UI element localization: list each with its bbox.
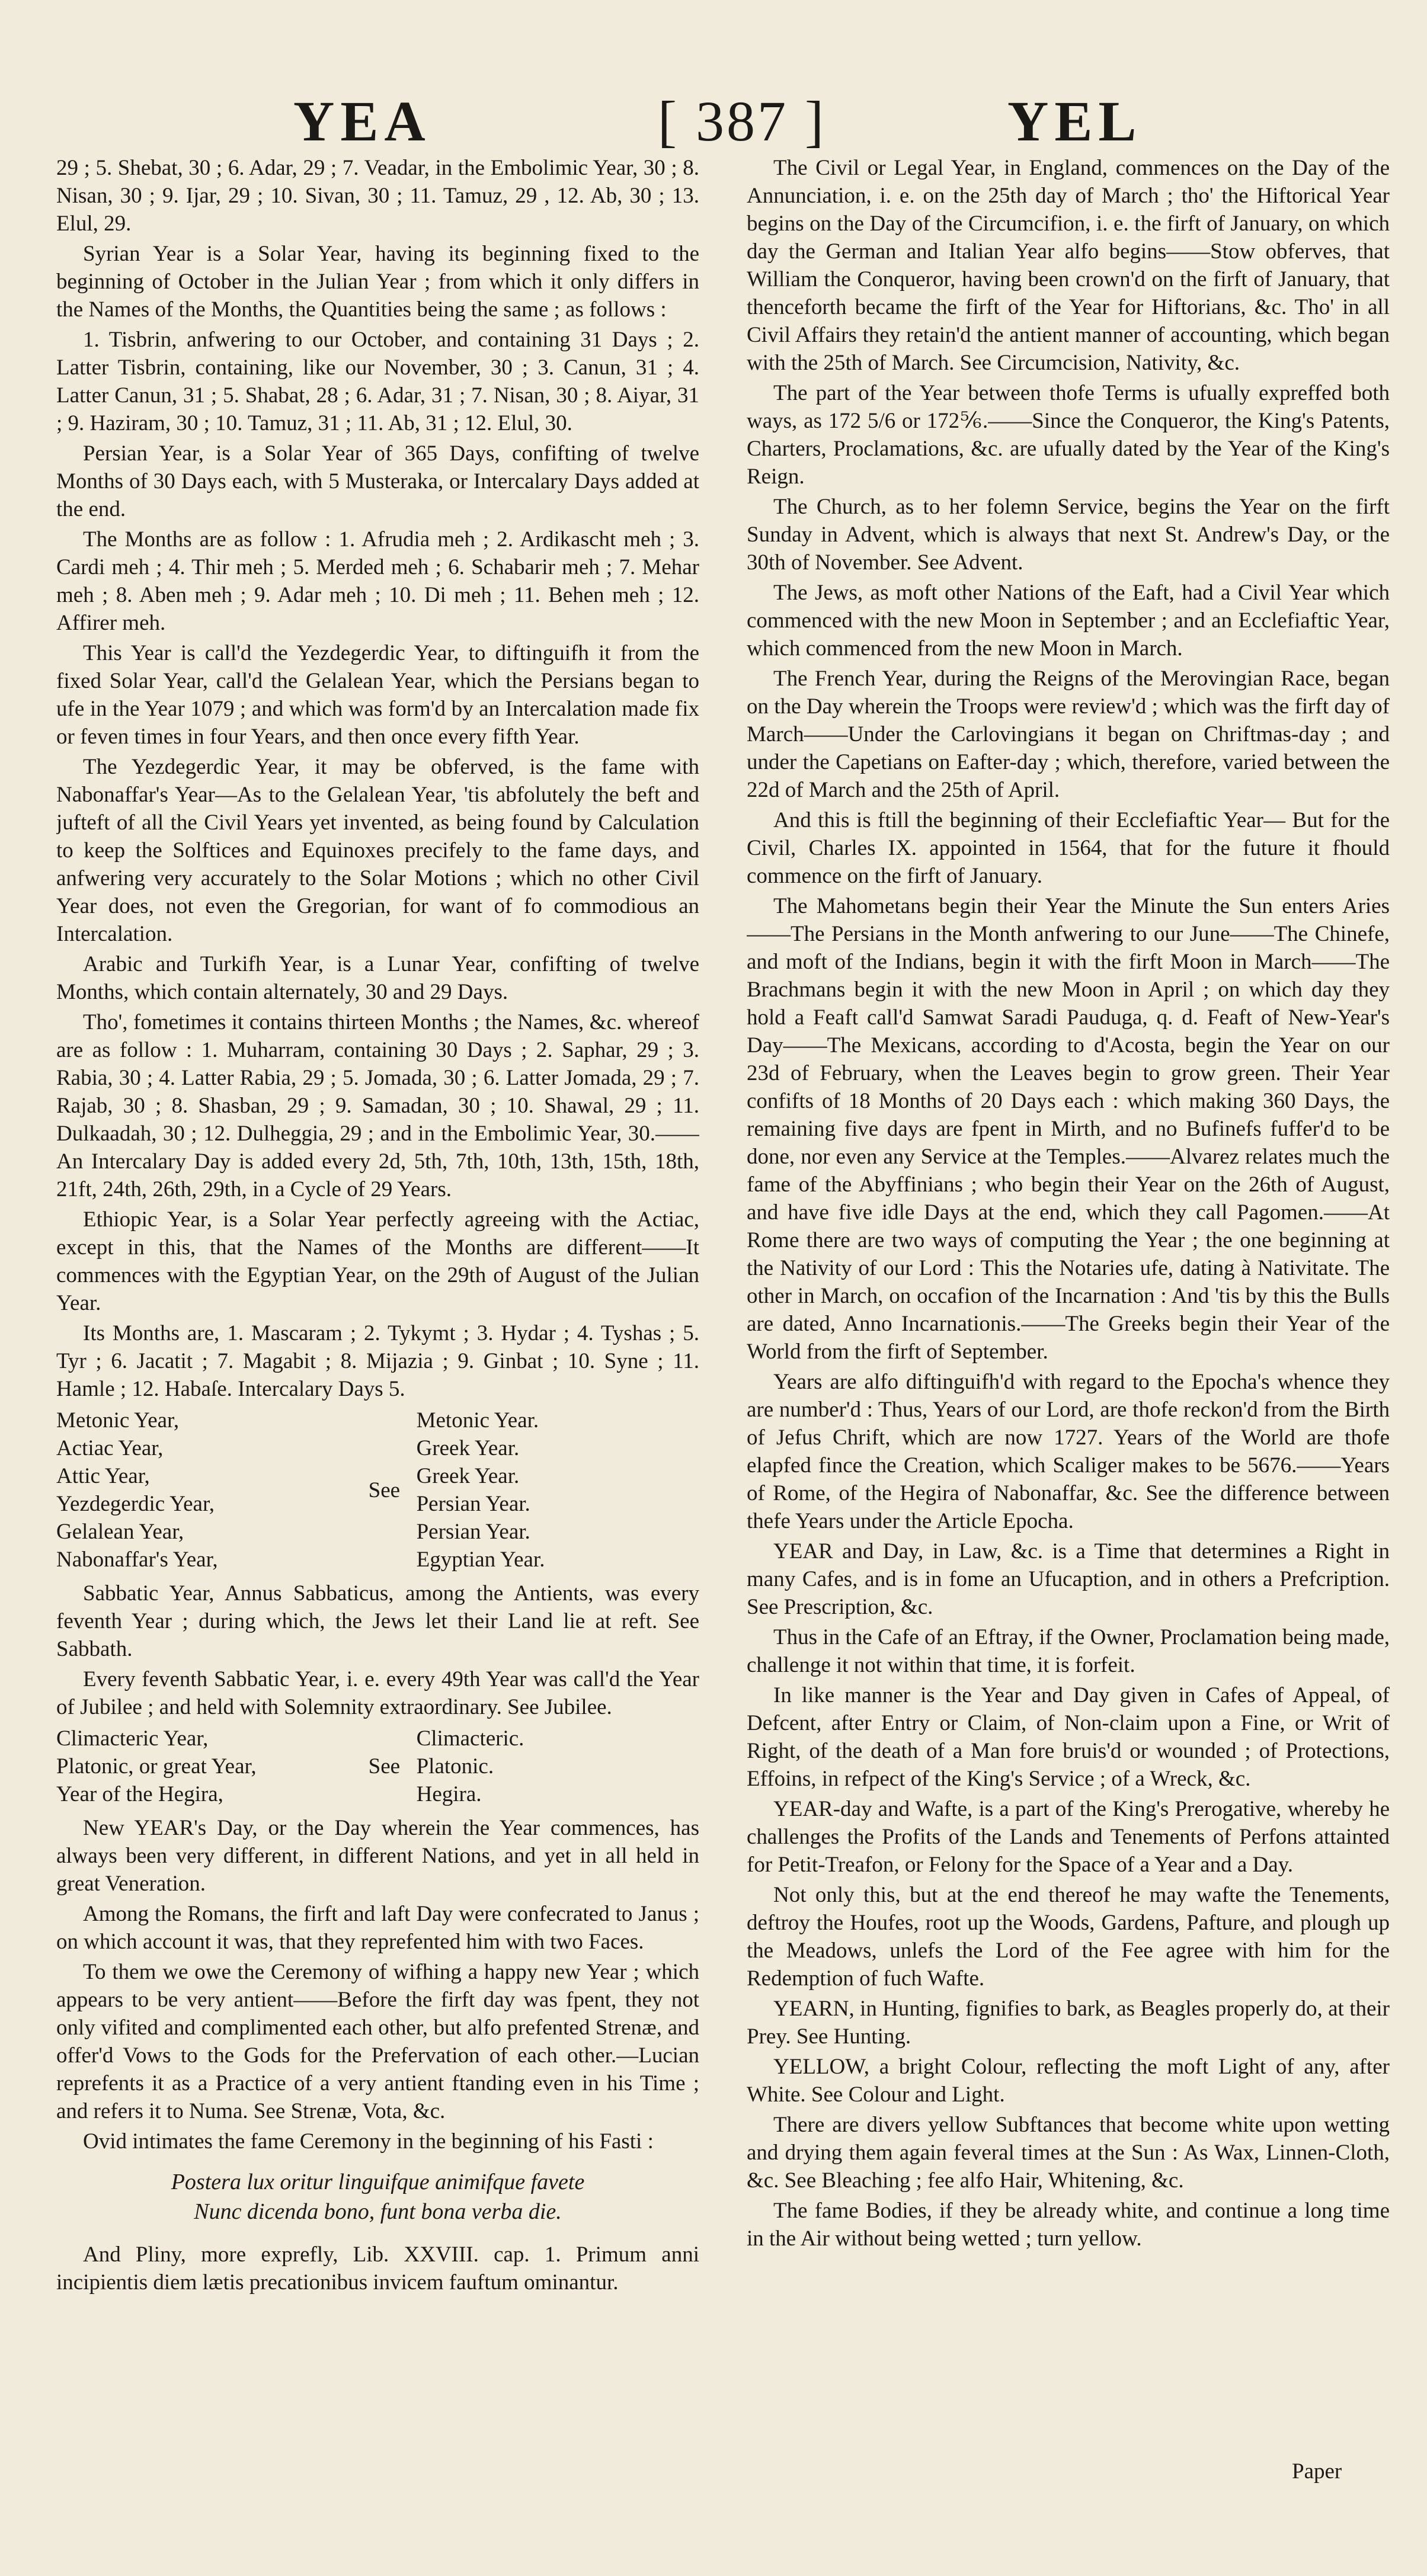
paragraph: Every feventh Sabbatic Year, i. e. every 49th Year was call'd the Year of Jubilee ; and held with Solemnity extraordinary. See Jubilee. bbox=[56, 1667, 699, 1719]
paragraph: Not only this, but at the end thereof he may wafte the Tenements, deftroy the Houfes, root up the Woods, Gardens, Pafture, and plough up the Meadows, unlefs the Lord of the Fee agree with him for the Redemption of fuch Wafte. bbox=[747, 1883, 1390, 1991]
running-head-right: YEL bbox=[1007, 89, 1143, 153]
paragraph: Arabic and Turkifh Year, is a Lunar Year, confifting of twelve Months, which contain alternately, 30 and 29 Days. bbox=[56, 952, 699, 1004]
list-right bbox=[417, 1406, 699, 1574]
paragraph: The Civil or Legal Year, in England, commences on the Day of the Annunciation, i. e. on the 25th day of March ; tho' the Hiftorical Year begins on the Day of the Circumcifion, i. e. the firft of January, on which day the German and Italian Year alfo begins——Stow obferves, that William the Conqueror, having been crown'd on the firft of January, that thenceforth became the firft of the Year for Hiftorians, &c. Tho' in all Civil Affairs they retain'd the antient manner of accounting, which began with the 25th of March. See Circumcision, Nativity, &c. bbox=[747, 156, 1390, 375]
paragraph: The part of the Year between thofe Terms is ufually expreffed both ways, as 172 5/6 or 172⅚.——Since the Conqueror, the King's Patents, Charters, Proclamations, &c. are ufually dated by the Year of the King's Reign. bbox=[747, 381, 1390, 489]
cross-reference-list bbox=[56, 1406, 699, 1574]
right-column bbox=[747, 154, 1390, 2521]
quote-line: Postera lux oritur linguifque animifque favete bbox=[171, 2170, 585, 2194]
list-item: Actiac Year, bbox=[56, 1436, 164, 1460]
paragraph: Tho', fometimes it contains thirteen Months ; the Names, &c. whereof are as follow : 1. Muharram, containing 30 Days ; 2. Saphar, 29 ; 3. Rabia, 30 ; 4. Latter Rabia, 29 ; 5. Jomada, 30 ; 6. Latter Jomada, 29 ; 7. Rajab, 30 ; 8. Shasban, 29 ; 9. Samadan, 30 ; 10. Shawal, 29 ; 11. Dulkaadah, 30 ; 12. Dulheggia, 29 ; and in the Embolimic Year, 30.——An Intercalary Day is added every 2d, 5th, 7th, 10th, 13th, 15th, 18th, 21ft, 24th, 26th, 29th, in a Cycle of 29 Years. bbox=[56, 1010, 699, 1202]
paragraph: The Months are as follow : 1. Afrudia meh ; 2. Ardikascht meh ; 3. Cardi meh ; 4. Thir meh ; 5. Merded meh ; 6. Schabarir meh ; 7. Mehar meh ; 8. Aben meh ; 9. Adar meh ; 10. Di meh ; 11. Behen meh ; 12. Affirer meh. bbox=[56, 527, 699, 635]
list-item: Gelalean Year, bbox=[56, 1520, 184, 1544]
paragraph: Its Months are, 1. Mascaram ; 2. Tykymt ; 3. Hydar ; 4. Tyshas ; 5. Tyr ; 6. Jacatit ; 7. Magabit ; 8. Mijazia ; 9. Ginbat ; 10. Syne ; 11. Hamle ; 12. Habaſe. Intercalary Days 5. bbox=[56, 1321, 699, 1401]
paragraph: YEAR-day and Wafte, is a part of the King's Prerogative, whereby he challenges the Profits of the Lands and Tenements of Perfons attainted for Petit-Treafon, or Felony for the Space of a Year and a Day. bbox=[747, 1797, 1390, 1877]
paragraph: The Jews, as moft other Nations of the Eaft, had a Civil Year which commenced with the new Moon in September ; and an Ecclefiaftic Year, which commenced from the new Moon in March. bbox=[747, 581, 1390, 661]
paragraph: YEAR and Day, in Law, &c. is a Time that determines a Right in many Cafes, and is in fome an Ufucaption, and in others a Prefcription. See Prescription, &c. bbox=[747, 1539, 1390, 1619]
paragraph: 1. Tisbrin, anfwering to our October, and containing 31 Days ; 2. Latter Tisbrin, containing, like our November, 30 ; 3. Canun, 31 ; 4. Latter Canun, 31 ; 5. Shabat, 28 ; 6. Adar, 31 ; 7. Nisan, 30 ; 8. Aiyar, 31 ; 9. Haziram, 30 ; 10. Tamuz, 31 ; 11. Ab, 31 ; 12. Elul, 30. bbox=[56, 328, 699, 435]
list-item: Yezdegerdic Year, bbox=[56, 1492, 215, 1516]
paragraph: 29 ; 5. Shebat, 30 ; 6. Adar, 29 ; 7. Veadar, in the Embolimic Year, 30 ; 8. Nisan, 30 ; 9. Ijar, 29 ; 10. Sivan, 30 ; 11. Tamuz, 29 , 12. Ab, 30 ; 13. Elul, 29. bbox=[56, 156, 699, 236]
list-item: Climacteric. bbox=[416, 1726, 524, 1751]
see-brace bbox=[352, 1476, 417, 1504]
paragraph: There are divers yellow Subftances that become white upon wetting and drying them again feveral times at the Sun : As Wax, Linnen-Cloth, &c. See Bleaching ; fee alfo Hair, Whitening, &c. bbox=[747, 2113, 1390, 2193]
paragraph: In like manner is the Year and Day given in Cafes of Appeal, of Defcent, after Entry or Claim, of Non-claim upon a Fine, or Writ of Right, of the death of a Man fore bruis'd or wounded ; of Protections, Effoins, in refpect of the King's Service ; of a Wreck, &c. bbox=[747, 1683, 1390, 1791]
paragraph: And Pliny, more exprefly, Lib. XXVIII. cap. 1. Primum anni incipientis diem lætis precationibus invicem fauftum ominantur. bbox=[56, 2242, 699, 2295]
list-item: Nabonaffar's Year, bbox=[56, 1547, 218, 1572]
catchword: Paper bbox=[1292, 2459, 1342, 2484]
paragraph: The French Year, during the Reigns of the Merovingian Race, began on the Day wherein the Troops were review'd ; which was the firft day of March——Under the Carlovingians it began on Chriftmas-day ; and under the Capetians on Eafter-day ; which, therefore, varied between the 22d of March and the 25th of April. bbox=[747, 667, 1390, 802]
list-item: Metonic Year, bbox=[56, 1408, 180, 1433]
paragraph: And this is ftill the beginning of their Ecclefiaftic Year— But for the Civil, Charles IX. appointed in 1564, that for the future it fhould commence on the firft of January. bbox=[747, 808, 1390, 888]
see-label: See bbox=[368, 1478, 401, 1502]
paragraph: To them we owe the Ceremony of wifhing a happy new Year ; which appears to be very antient——Before the firft day was fpent, they not only vifited and complimented each other, but alfo prefented Strenæ, and offer'd Vows to the Gods for the Prefervation of each other.—Lucian reprefents it as a Practice of a very antient ftanding even in his Time ; and refers it to Numa. See Strenæ, Vota, &c. bbox=[56, 1960, 699, 2123]
cross-reference-list-2 bbox=[56, 1725, 699, 1808]
list-item: Egyptian Year. bbox=[416, 1547, 545, 1572]
paragraph: Syrian Year is a Solar Year, having its beginning fixed to the beginning of October in the Julian Year ; from which it only differs in the Names of the Months, the Quantities being the same ; as follows : bbox=[56, 242, 699, 322]
left-column bbox=[56, 154, 699, 2521]
latin-quote bbox=[56, 2167, 699, 2226]
running-head-left: YEA bbox=[293, 89, 431, 153]
list-item: Platonic, or great Year, bbox=[56, 1754, 257, 1779]
quote-line: Nunc dicenda bono, funt bona verba die. bbox=[194, 2199, 562, 2224]
paragraph: YELLOW, a bright Colour, reflecting the moft Light of any, after White. See Colour and Light. bbox=[747, 2055, 1390, 2107]
list-right bbox=[417, 1725, 699, 1808]
see-brace bbox=[352, 1752, 417, 1780]
list-item: Persian Year. bbox=[416, 1520, 530, 1544]
list-item: Attic Year, bbox=[56, 1464, 150, 1488]
list-item: Greek Year. bbox=[416, 1436, 520, 1460]
list-left bbox=[56, 1406, 352, 1574]
paragraph: YEARN, in Hunting, fignifies to bark, as Beagles properly do, at their Prey. See Hunting. bbox=[747, 1997, 1390, 2049]
paragraph: Thus in the Cafe of an Eftray, if the Owner, Proclamation being made, challenge it not within that time, it is forfeit. bbox=[747, 1625, 1390, 1677]
paragraph: Among the Romans, the firft and laft Day were confecrated to Janus ; on which account it was, that they reprefented him with two Faces. bbox=[56, 1902, 699, 1954]
see-label: See bbox=[368, 1754, 401, 1779]
list-item: Climacteric Year, bbox=[56, 1726, 209, 1751]
paragraph: Years are alfo diftinguifh'd with regard to the Epocha's whence they are number'd : Thus, Years of our Lord, are thofe reckon'd from the Birth of Jefus Chrift, which are now 1727. Years of the World are thofe elapfed fince the Creation, which Scaliger makes to be 5676.——Years of Rome, of the Hegira of Nabonaffar, &c. See the difference between thefe Years under the Article Epocha. bbox=[747, 1370, 1390, 1533]
list-item: Metonic Year. bbox=[416, 1408, 539, 1433]
list-item: Platonic. bbox=[416, 1754, 494, 1779]
paragraph: Ovid intimates the fame Ceremony in the beginning of his Fasti : bbox=[83, 2129, 654, 2154]
paragraph: The Church, as to her folemn Service, begins the Year on the firft Sunday in Advent, which is always that next St. Andrew's Day, or the 30th of November. See Advent. bbox=[747, 495, 1390, 575]
page-number: [ 387 ] bbox=[658, 89, 826, 153]
list-item: Hegira. bbox=[416, 1782, 482, 1806]
list-left bbox=[56, 1725, 352, 1808]
paragraph: Ethiopic Year, is a Solar Year perfectly agreeing with the Actiac, except in this, that the Names of the Months are different——It commences with the Egyptian Year, on the 29th of August of the Julian Year. bbox=[56, 1207, 699, 1315]
paragraph: The fame Bodies, if they be already white, and continue a long time in the Air without being wetted ; turn yellow. bbox=[747, 2199, 1390, 2251]
text-columns bbox=[56, 154, 1390, 2524]
paragraph: Sabbatic Year, Annus Sabbaticus, among the Antients, was every feventh Year ; during which, the Jews let their Land lie at reft. See Sabbath. bbox=[56, 1581, 699, 1661]
paragraph: Persian Year, is a Solar Year of 365 Days, confifting of twelve Months of 30 Days each, with 5 Musteraka, or Intercalary Days added at the end. bbox=[56, 441, 699, 521]
paragraph: The Yezdegerdic Year, it may be obferved, is the fame with Nabonaffar's Year—As to the Gelalean Year, 'tis abfolutely the beft and jufteft of all the Civil Years yet invented, as being found by Calculation to keep the Solftices and Equinoxes precifely to the fame days, and anfwering very accurately to the Solar Motions ; which no other Civil Year does, not even the Gregorian, for want of fo commodious an Intercalation. bbox=[56, 755, 699, 946]
list-item: Year of the Hegira, bbox=[56, 1782, 223, 1806]
paragraph: New YEAR's Day, or the Day wherein the Year commences, has always been very different, in different Nations, and yet in all held in great Veneration. bbox=[56, 1816, 699, 1896]
paragraph: This Year is call'd the Yezdegerdic Year, to diftinguifh it from the fixed Solar Year, call'd the Gelalean Year, which the Persians began to ufe in the Year 1079 ; and which was form'd by an Intercalation made fix or feven times in four Years, and then once every fifth Year. bbox=[56, 641, 699, 749]
list-item: Greek Year. bbox=[416, 1464, 520, 1488]
list-item: Persian Year. bbox=[416, 1492, 530, 1516]
page-header bbox=[0, 89, 1427, 154]
paragraph: The Mahometans begin their Year the Minute the Sun enters Aries——The Persians in the Month anfwering to our June——The Chinefe, and moft of the Indians, begin it with the firft Moon in March——The Brachmans begin it with the new Moon in April ; on which day they hold a Feaft call'd Samwat Saradi Pauduga, q. d. Feaft of New-Year's Day——The Mexicans, according to d'Acosta, begin the Year on our 23d of February, when the Leaves begin to grow green. Their Year confifts of 18 Months of 20 Days each : which making 360 Days, the remaining five days are fpent in Mirth, and no Bufinefs fuffer'd to be done, nor even any Service at the Temples.——Alvarez relates much the fame of the Abyffinians ; who begin their Year on the 26th of August, and have five idle Days at the end, which they call Pagomen.——At Rome there are two ways of computing the Year ; the one beginning at the Nativity of our Lord : This the Notaries ufe, dating à Nativitate. The other in March, on occafion of the Incarnation : And 'tis by this the Bulls are dated, Anno Incarnationis.——The Greeks begin their Year of the World from the firft of September. bbox=[747, 894, 1390, 1364]
